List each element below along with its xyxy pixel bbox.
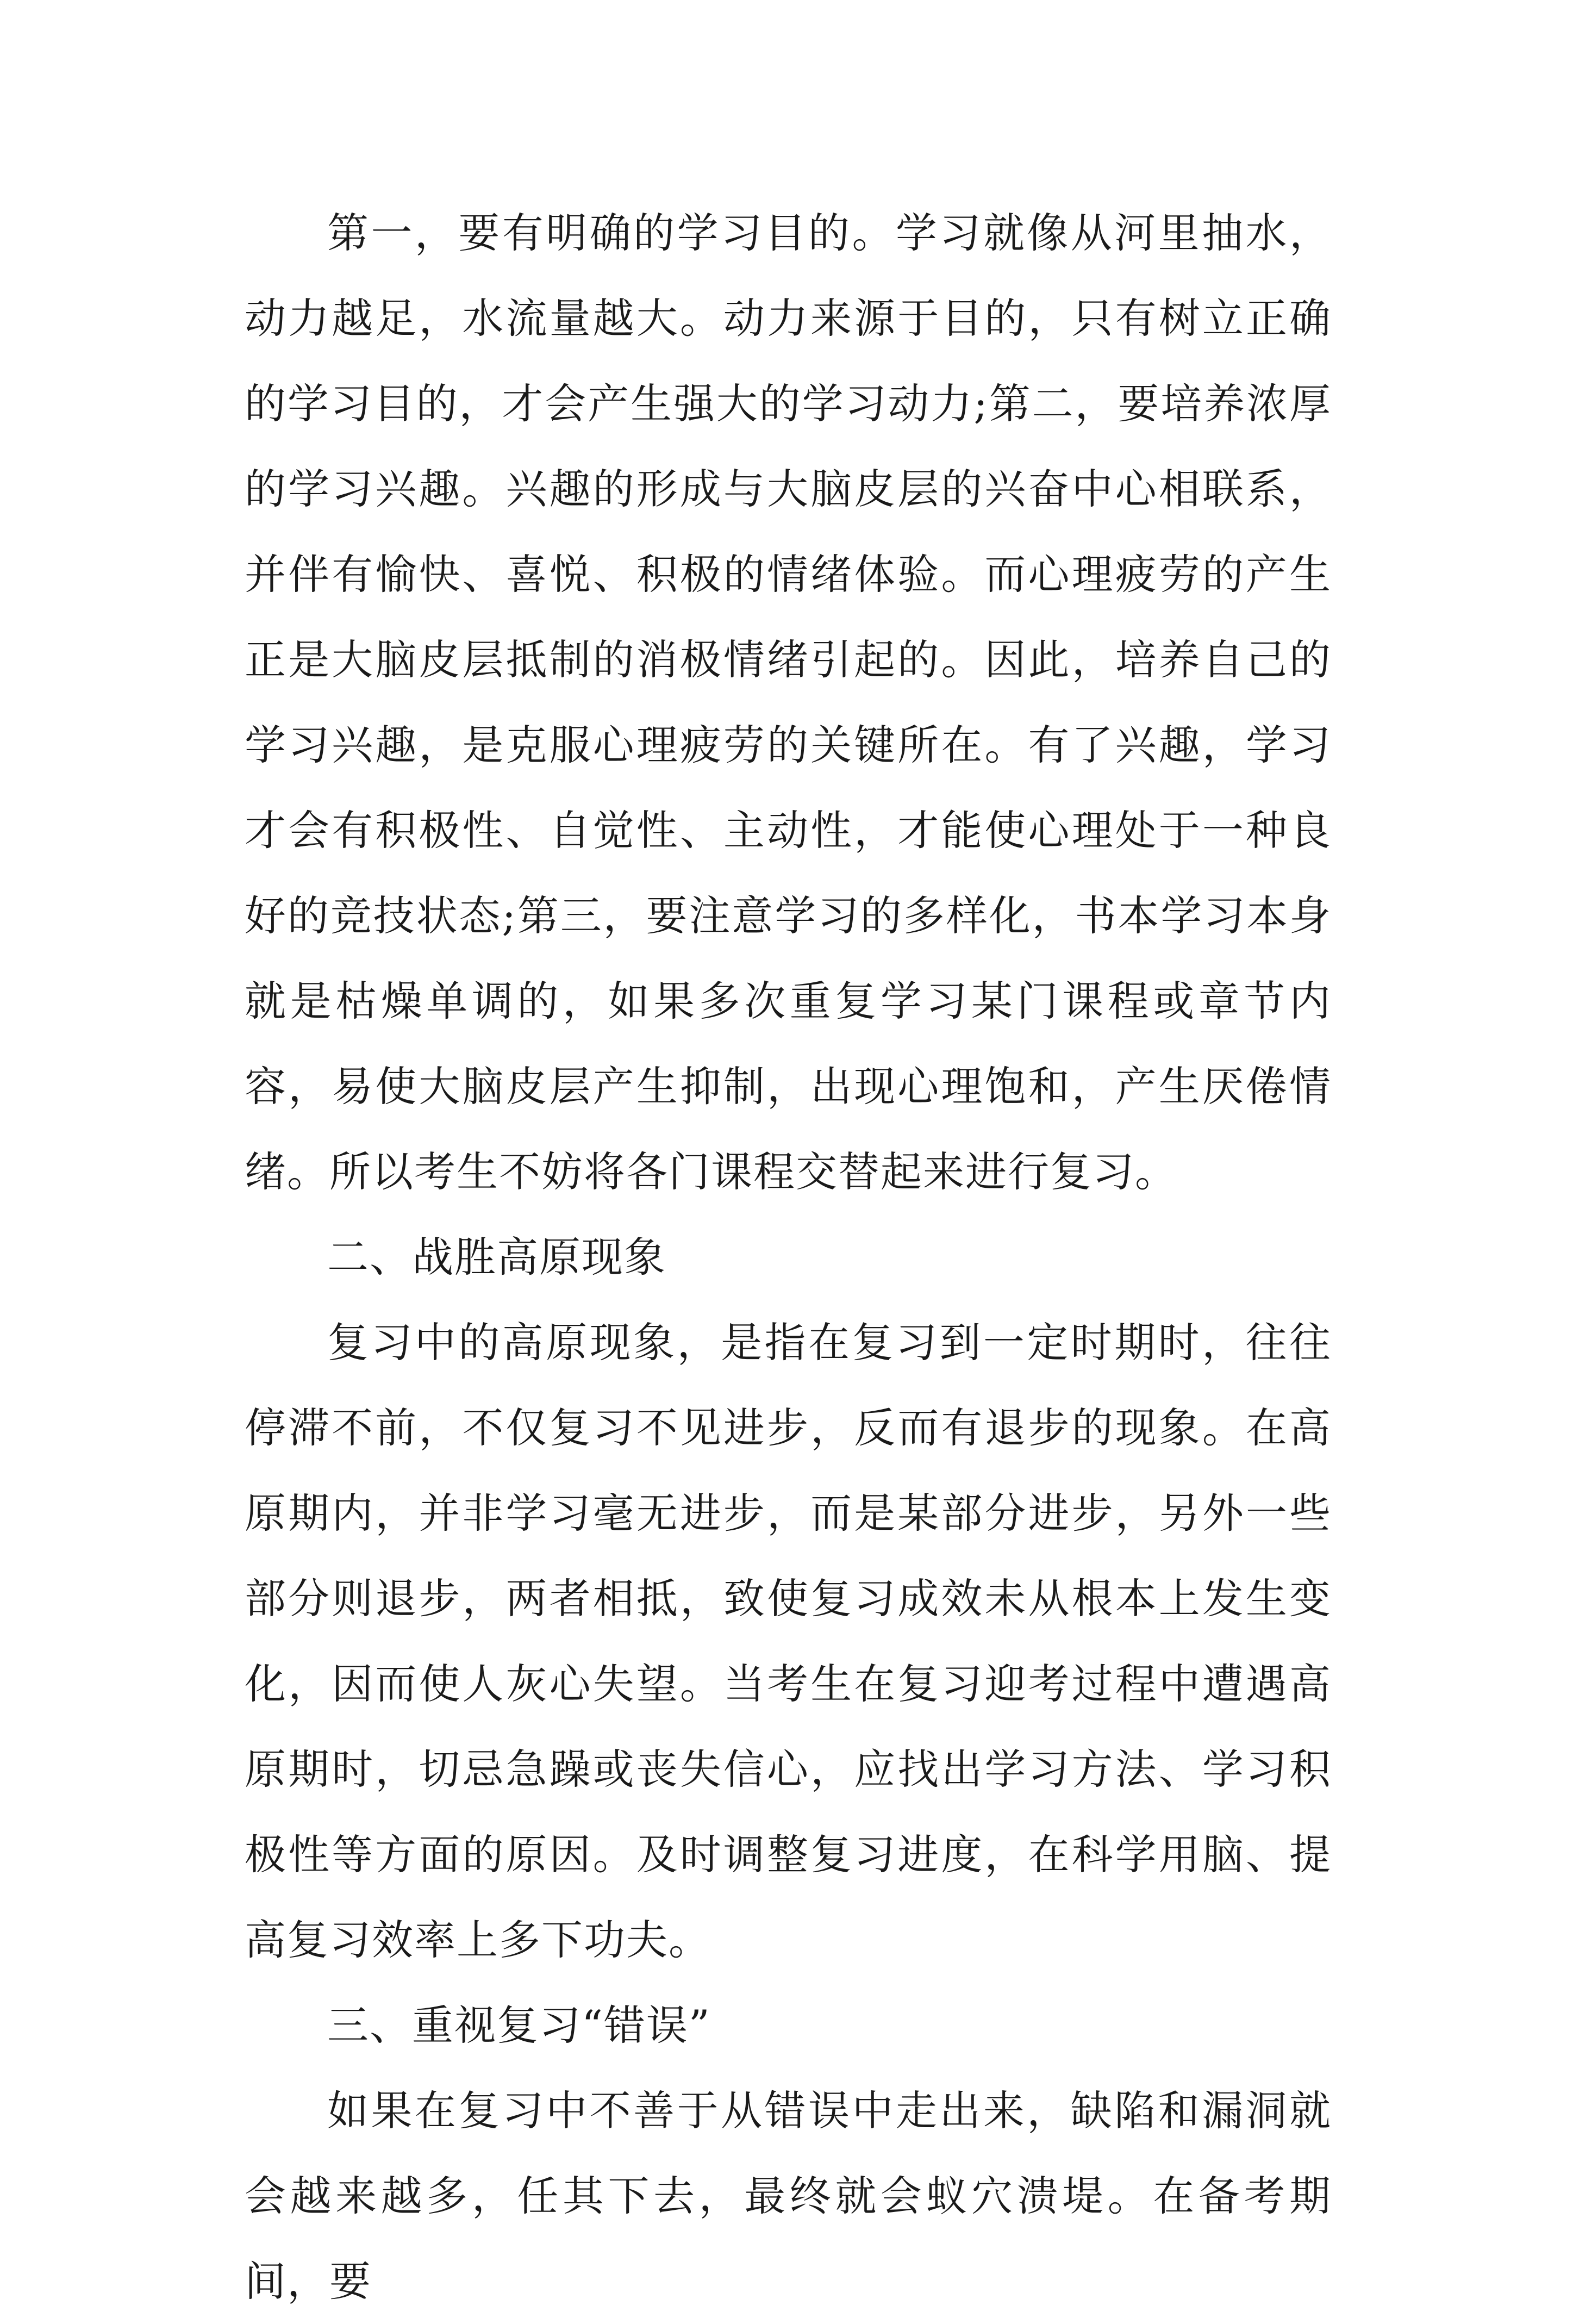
para-mistakes: 如果在复习中不善于从错误中走出来，缺陷和漏洞就会越来越多，任其下去，最终就会蚁穴溃堤。在备考期间，要 <box>245 2086 1332 2306</box>
para-study-motivation: 第一，要有明确的学习目的。学习就像从河里抽水，动力越足，水流量越大。动力来源于目的，只有树立正确的学习目的，才会产生强大的学习动力;第二，要培养浓厚的学习兴趣。兴趣的形成与大脑皮层的兴奋中心相联系，并伴有愉快、喜悦、积极的情绪体验。而心理疲劳的产生正是大脑皮层抵制的消极情绪引起的。因此，培养自己的学习兴趣，是克服心理疲劳的关键所在。有了兴趣，学习才会有积极性、自觉性、主动性，才能使心理处于一种良好的竞技状态;第三，要注意学习的多样化，书本学习本身就是枯燥单调的，如果多次重复学习某门课程或章节内容，易使大脑皮层产生抑制，出现心理饱和，产生厌倦情绪。所以考生不妨将各门课程交替起来进行复习。 <box>245 209 1332 1196</box>
heading-mistakes: 三、重视复习“错误” <box>327 2001 711 2049</box>
heading-plateau: 二、战胜高原现象 <box>327 1233 666 1281</box>
para-plateau: 复习中的高原现象，是指在复习到一定时期时，往往停滞不前，不仅复习不见进步，反而有退步的现象。在高原期内，并非学习毫无进步，而是某部分进步，另外一些部分则退步，两者相抵，致使复习成效未从根本上发生变化，因而使人灰心失望。当考生在复习迎考过程中遭遇高原期时，切忌急躁或丧失信心，应找出学习方法、学习积极性等方面的原因。及时调整复习进度，在科学用脑、提高复习效率上多下功夫。 <box>245 1318 1332 1964</box>
document-body <box>245 190 1332 2324</box>
